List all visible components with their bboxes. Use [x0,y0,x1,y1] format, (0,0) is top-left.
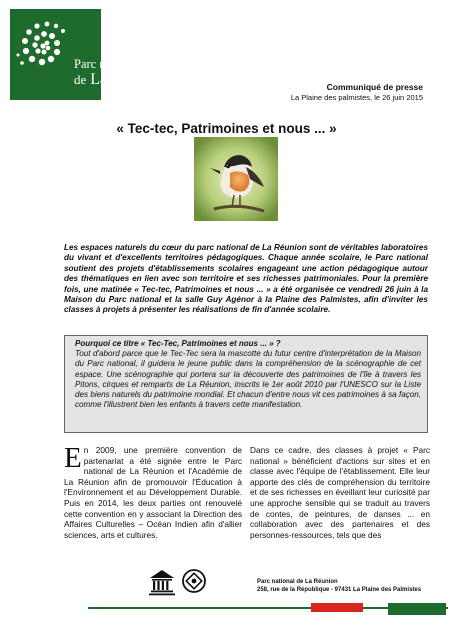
spiral-logo-icon [14,17,72,75]
press-release-label: Communiqué de presse [326,82,423,92]
body-column-left [64,442,242,540]
logo-text-name: La Réunion [90,71,166,88]
logo-text-de: de [74,72,87,87]
tec-tec-bird-photo [194,137,278,221]
drop-cap: E [64,442,82,474]
page-title: « Tec-tec, Patrimoines et nous ... » [116,121,337,136]
footer-address: 258, rue de la République - 97431 La Plaine des Palmistes [257,587,422,593]
intro-paragraph: Les espaces naturels du cœur du parc national de La Réunion sont de véritables laboratoires du vivant et d'excellents territoires pédagogiques. Chaque année scolaire, le Parc national soutient des projets d'établissements scolaires engageant une action pédagogique autour des thématiques en lien avec son territoire et ses richesses patrimoniales. Pour la première fois, une matinée « Tec-tec, Patrimoines et nous ... » a été organisée ce vendredi 26 juin à la Maison du Parc national et la salle Guy Agénor à la Plaine des Palmistes, afin d'inviter les classes à projets à présenter les réalisations de fin d'année scolaire. [64,243,428,315]
world-heritage-emblem-icon [180,567,208,597]
park-logo [10,9,166,100]
unesco-temple-icon [147,567,177,597]
highlight-box-title: Pourquoi ce titre « Tec-Tec, Patrimoines et nous ... » ? [75,339,281,348]
footer-organization: Parc national de La Réunion [257,579,338,585]
body-column-right: Dans ce cadre, des classes à projet « Parc national » bénéficient d'actions sur sites et en classe avec l'équipe de l'établissement. Elle leur apporte des clés de compréhension du territoire et de ses richesses en éveillant leur curiosité par une approche sensible qui se traduit au travers de contes, de peintures, de danses ... en collaboration avec des partenaires et des personnes-ressources, tels que des [250,445,430,540]
logo-text-line2 [74,71,165,89]
highlight-box [64,335,428,433]
body-text-left: n 2009, une première convention de partenariat a été signée entre le Parc national de La Réunion et l'Académie de La Réunion afin de promouvoir l'Éducation à l'Environnement et au Développement Durable. Puis en 2014, les deux parties ont renouvelé cette convention en y associant la Direction des Affaires Culturelles – Océan Indien afin d'allier sciences, arts et cultures. [64,445,242,540]
footer-accent-green [388,603,446,615]
footer-accent-red [311,603,363,612]
highlight-box-text: Tout d'abord parce que le Tec-Tec sera la mascotte du futur centre d'interprétation de la Maison du Parc national, il guidera le jeune public dans la compréhension de la scénographie de cet espace. Une scénographie qui portera sur la découverte des patrimoines de l'île à travers les Pitons, cirques et remparts de La Réunion, inscrits le 1er août 2010 par l'UNESCO sur la Liste des biens naturels du patrimoine mondial. Et chacun d'entre nous vit ces patrimoines à sa façon, comme l'illustrent bien les enfants à travers cette manifestation. [75,349,421,410]
press-release-date: La Plaine des palmistes, le 26 juin 2015 [290,93,423,102]
logo-text-line1: Parc national [74,57,140,71]
